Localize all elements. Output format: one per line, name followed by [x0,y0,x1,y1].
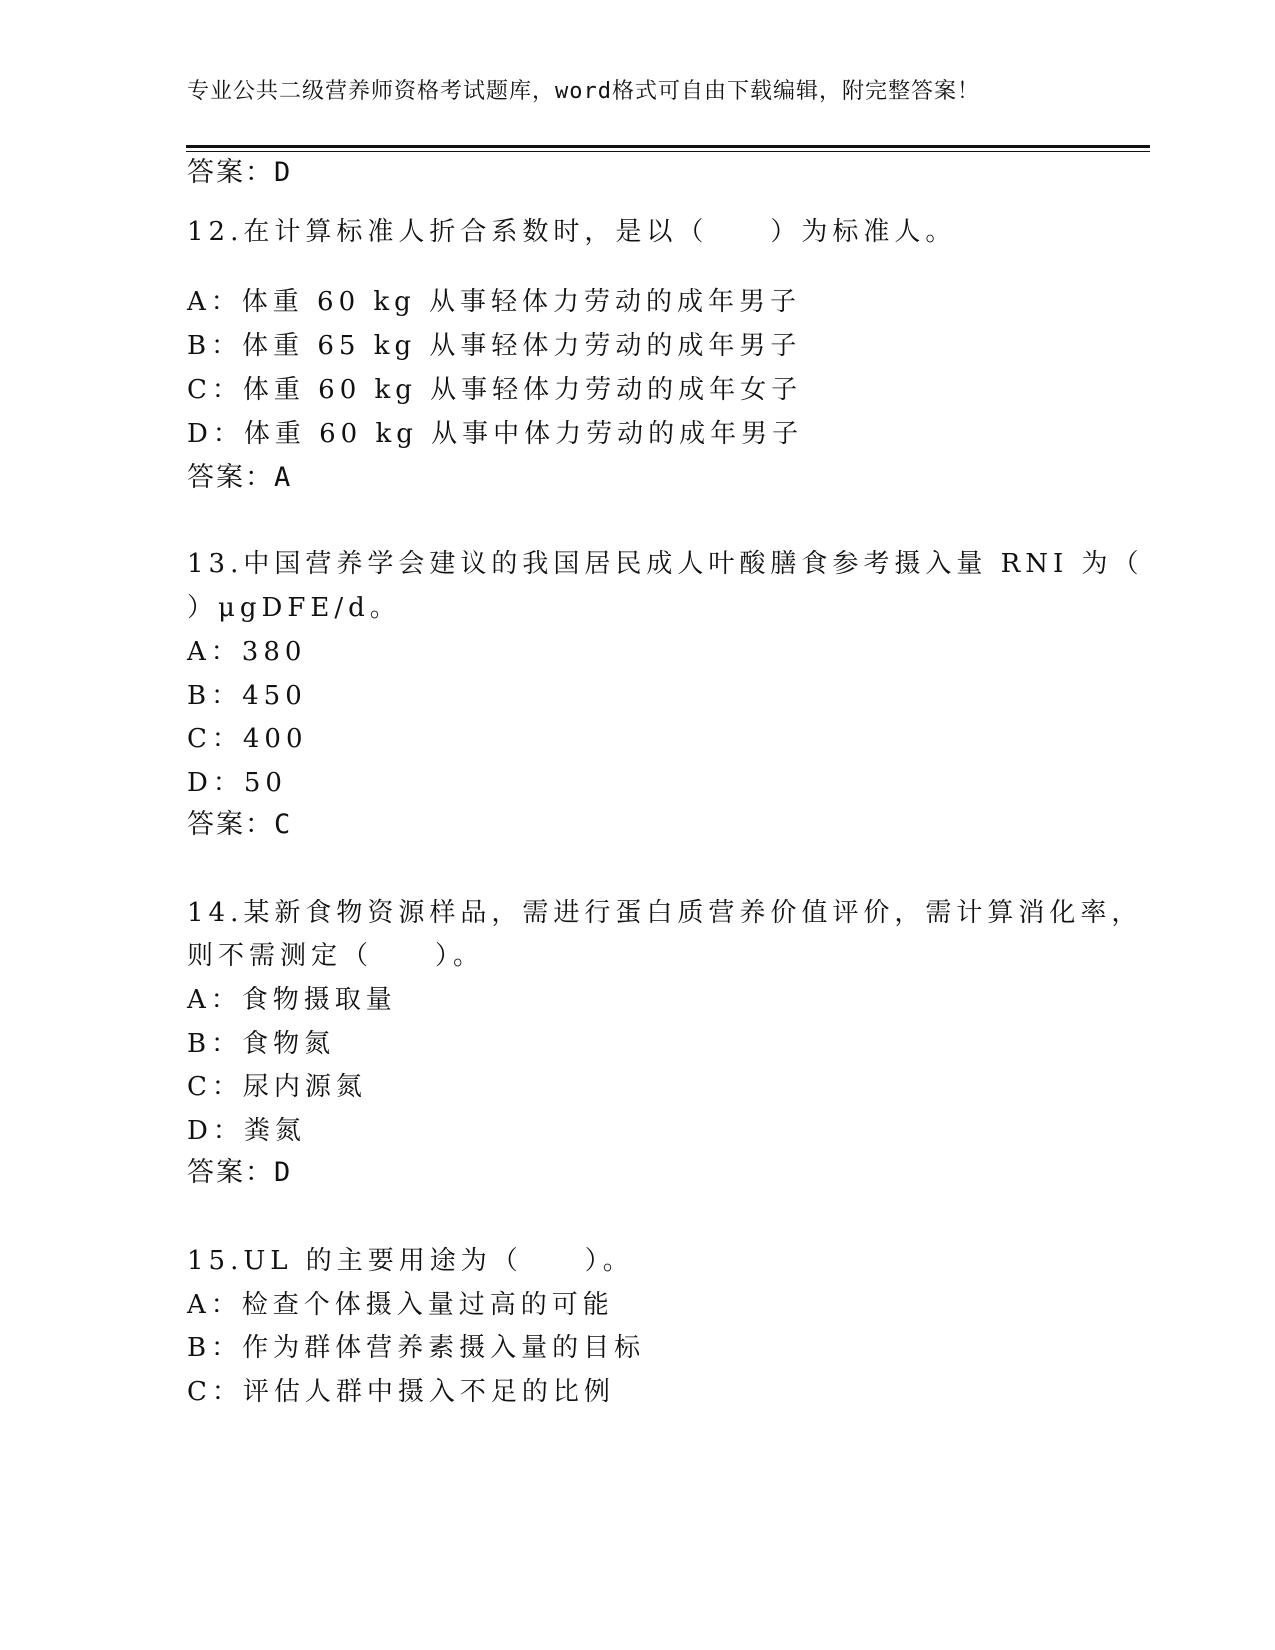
header-rule-thick [186,145,1150,148]
question-13-option-d: D：50 [187,768,287,798]
answer-value: C [274,809,291,840]
question-12-option-c: C：体重 60 kg 从事轻体力劳动的成年女子 [187,375,803,405]
question-14-option-a: A：食物摄取量 [187,985,397,1015]
question-14-option-b: B：食物氮 [187,1029,336,1059]
question-13-answer [187,810,290,840]
answer-value: D [274,157,291,188]
question-15-option-b: B：作为群体营养素摄入量的目标 [187,1333,646,1363]
question-14-answer [187,1158,290,1188]
answer-value: D [274,1157,291,1188]
question-12-option-d: D：体重 60 kg 从事中体力劳动的成年男子 [187,419,804,449]
prev-answer [187,158,290,188]
question-14-option-d: D：粪氮 [187,1116,306,1146]
question-14-option-c: C：尿内源氮 [187,1072,367,1102]
question-13-option-c: C：400 [187,724,308,754]
question-13-option-b: B：450 [187,681,307,711]
question-13-stem-line-2: ）μgDFE/d。 [187,593,401,623]
answer-label: 答案： [187,1157,274,1188]
answer-value: A [274,462,291,493]
question-15-option-c: C：评估人群中摄入不足的比例 [187,1377,615,1407]
question-13-option-a: A：380 [187,637,307,667]
answer-label: 答案： [187,462,274,493]
question-12-stem: 12.在计算标准人折合系数时，是以（ ）为标准人。 [187,217,957,247]
question-12-answer [187,463,290,493]
question-12-option-b: B：体重 65 kg 从事轻体力劳动的成年男子 [187,331,802,361]
question-15-option-a: A：检查个体摄入量过高的可能 [187,1290,614,1320]
answer-label: 答案： [187,157,274,188]
page-header: 专业公共二级营养师资格考试题库，word格式可自由下载编辑，附完整答案！ [187,79,980,104]
question-15-stem: 15.UL 的主要用途为（ ）。 [187,1246,634,1276]
question-12-option-a: A：体重 60 kg 从事轻体力劳动的成年男子 [187,287,802,317]
header-rule-thin [186,151,1150,152]
question-13-stem-line-1: 13.中国营养学会建议的我国居民成人叶酸膳食参考摄入量 RNI 为（ [187,549,1144,579]
question-14-stem-line-2: 则不需测定（ ）。 [187,941,485,971]
answer-label: 答案： [187,809,274,840]
question-14-stem-line-1: 14.某新食物资源样品，需进行蛋白质营养价值评价，需计算消化率， [187,898,1143,928]
